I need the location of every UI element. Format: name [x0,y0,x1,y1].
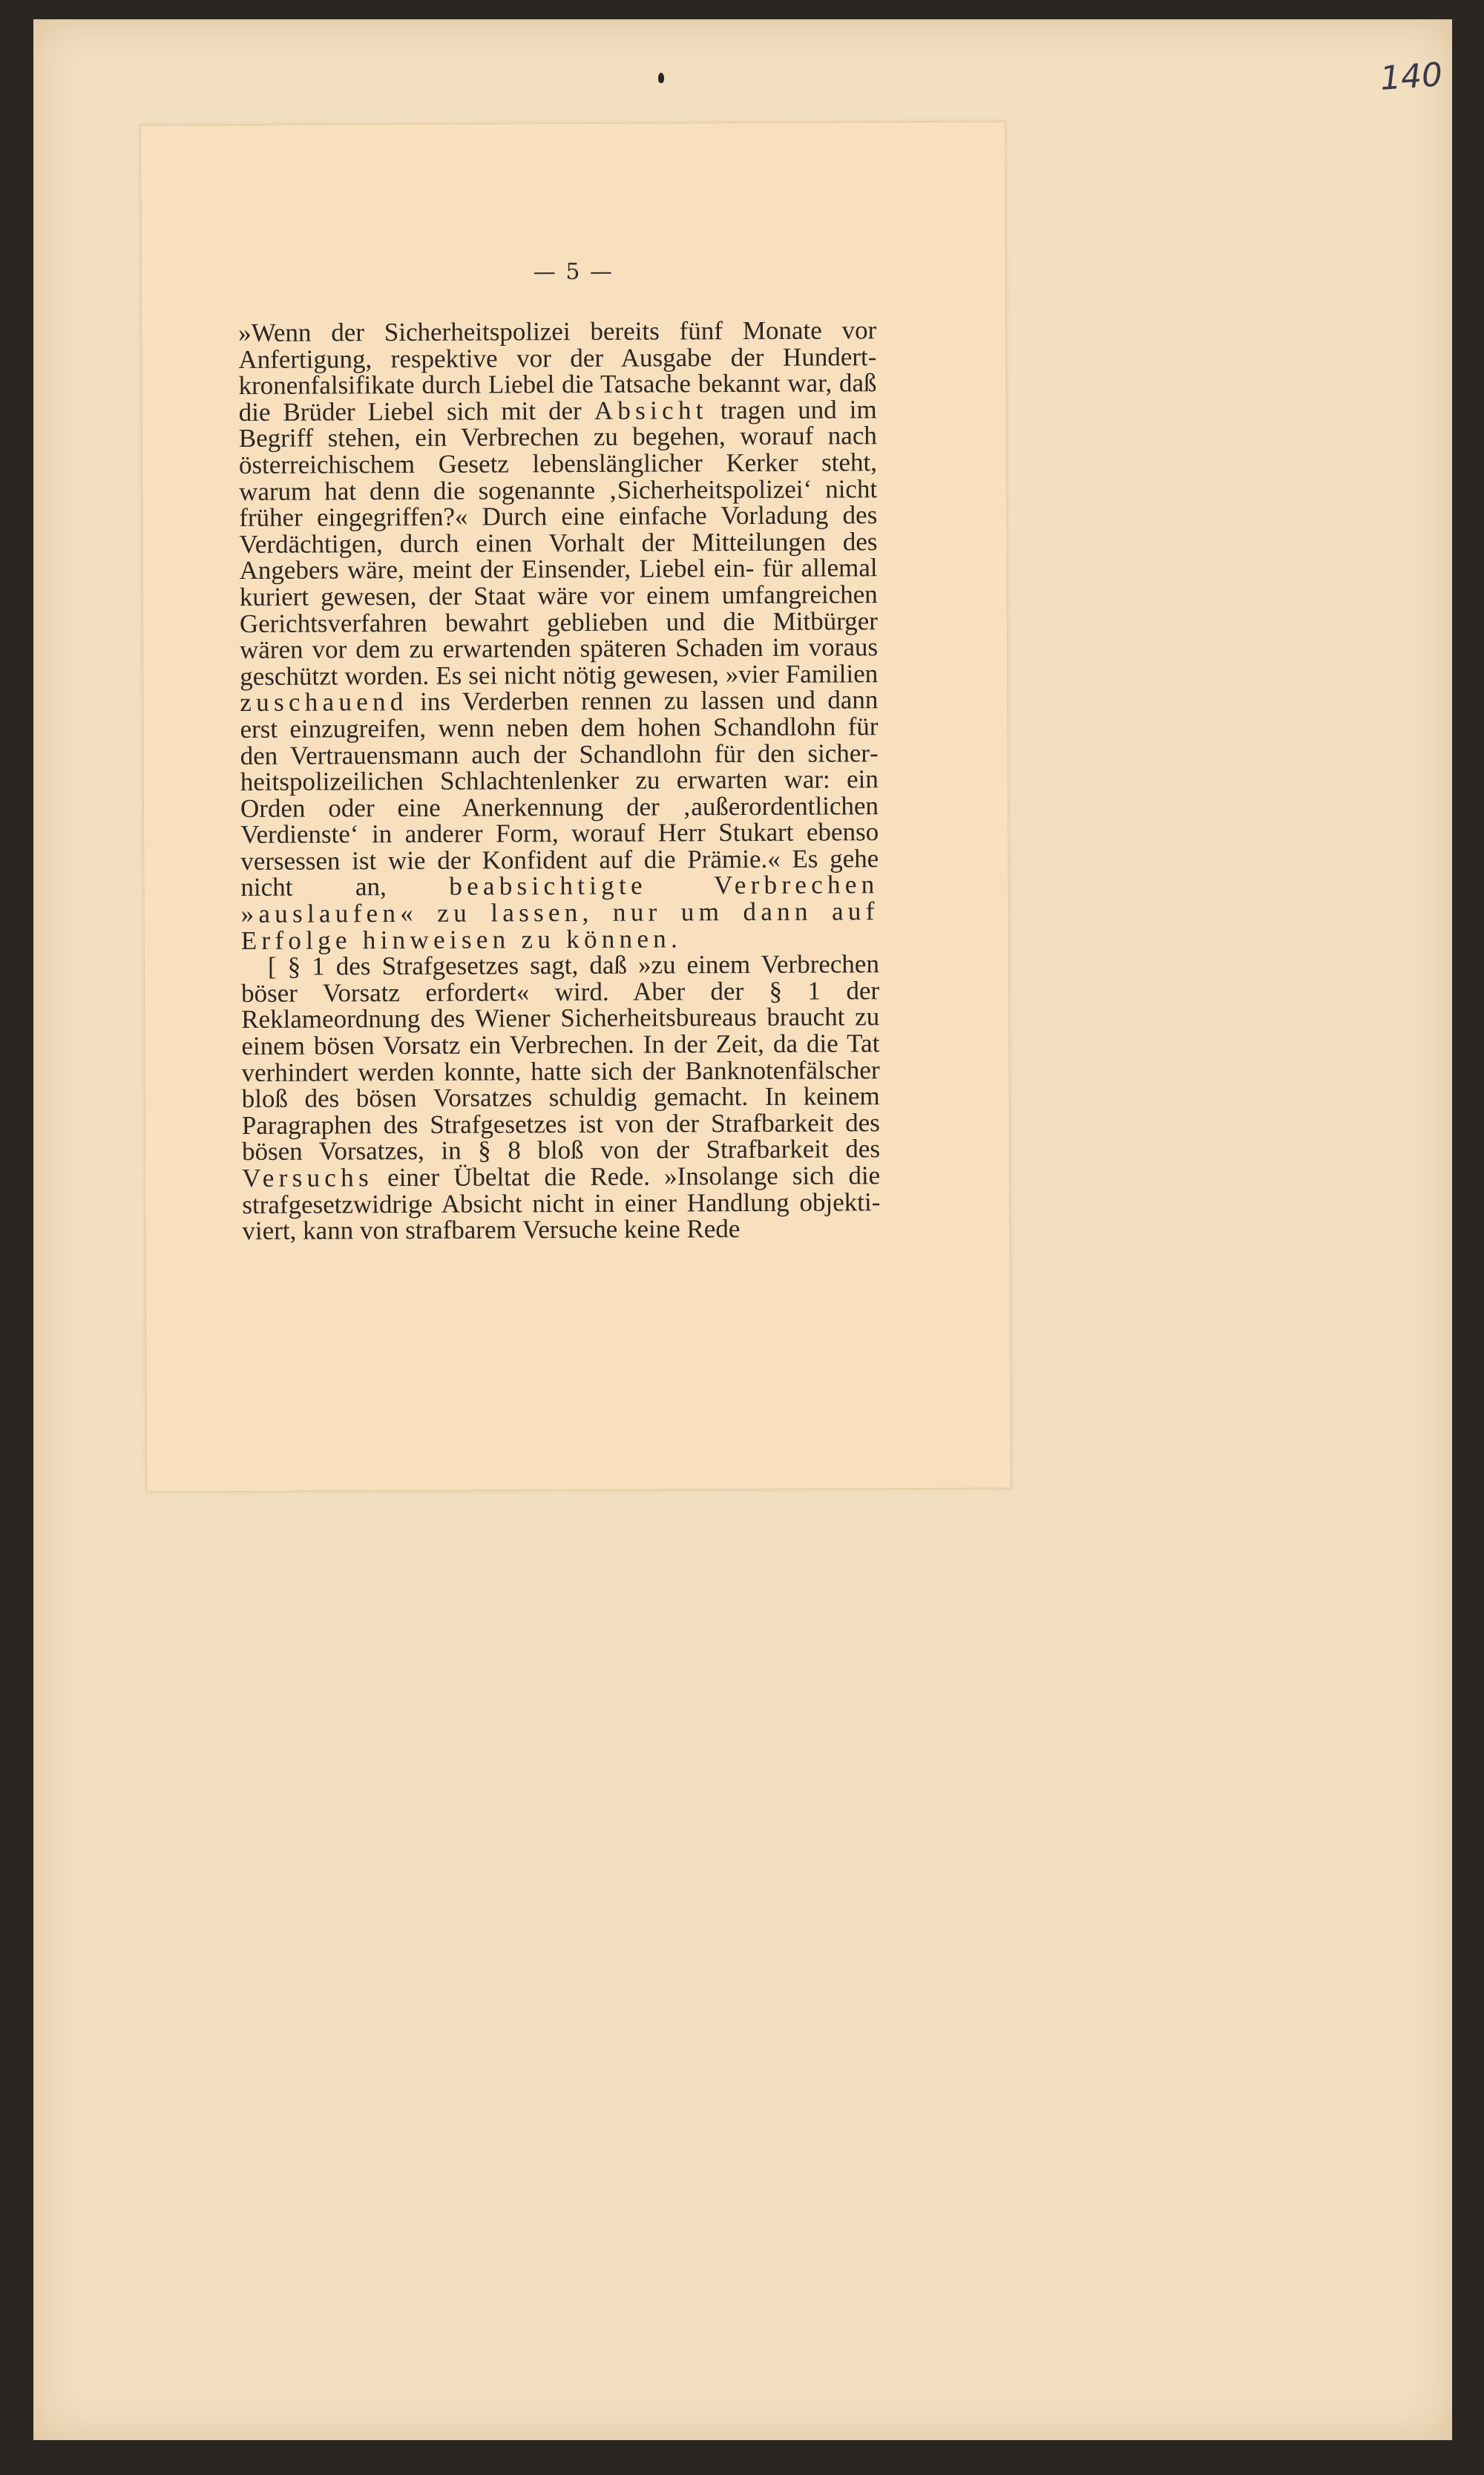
paragraph-2-part-1: [ § 1 des Strafgesetzes sagt, daß »zu einem Verbrechen böser Vorsatz erfordert« wird. Aber der § 1 der Reklameordnung des Wiener Sicherheitsbureaus braucht zu einem bösen Vorsatz ein Verbrechen. In der Zeit, da die Tat verhindert werden konnte, hatte sich der Banknotenfälscher bloß des bösen Vorsatzes schuldig gemacht. In keinem Paragraphen des Strafgesetzes ist von der Strafbarkeit des bösen Vorsatzes, in § 8 bloß von der Strafbarkeit des [241,949,881,1167]
paragraph-2-part-3: einer Übeltat die Rede. »Insolange sich die strafgesetzwidrige Absicht nicht in einer Handlung objektiviert, kann von strafbarem Versuche keine Rede [242,1161,881,1246]
paragraph-1 [238,317,879,954]
newspaper-clipping [140,121,1011,1492]
article-body [238,317,880,1245]
emphasis-absicht: Absicht [594,396,708,425]
paragraph-1-part-1: »Wenn der Sicherheitspolizei bereits fünf Monate vor Anfertigung, respektive vor der Ausgabe der Hundertkronenfalsifikate durch Liebel die Tatsache bekannt war, daß die Brüder Liebel sich mit der [238,315,877,427]
clipping-page-number: — 5 — [533,258,614,286]
paragraph-2 [241,951,881,1244]
emphasis-versuchs: Versuchs [242,1163,374,1193]
paragraph-1-part-3: tragen und im Begriff stehen, ein Verbrechen zu begehen, worauf nach österreichischem Gesetz lebenslänglicher Kerker steht, warum hat denn die sogenannte ‚Sicherheitspolizei‘ nicht früher eingegriffen?« Durch eine einfache Vorladung des Verdächtigen, durch einen Vorhalt der Mitteilungen des Angebers wäre, meint der Einsender, Liebel ein- für allemal kuriert gewesen, der Staat wäre vor einem umfangreichen Gerichtsverfahren bewahrt geblieben und die Mitbürger wären vor dem zu erwartenden späteren Schaden im voraus geschützt worden. Es sei nicht nötig gewesen, »vier Familien [238,395,879,691]
emphasis-beabsichtigte-verbrechen: beabsichtigte Verbrechen »auslaufen« zu lassen, nur um dann auf Erfolge hinweisen zu können. [240,870,879,955]
folio-number: 140 [1379,56,1444,98]
archive-sheet [33,19,1452,2440]
emphasis-zuschauend: zuschauend [240,687,408,718]
paragraph-1-part-5: ins Verderben rennen zu lassen und dann erst einzugreifen, wenn neben dem hohen Schandlohn für den Vertrauensmann auch der Schandlohn für den sicherheitspolizeilichen Schlachtenlenker zu erwarten war: ein Orden oder eine Anerkennung der ‚außerordentlichen Verdienste‘ in anderer Form, worauf Herr Stukart ebenso versessen ist wie der Konfident auf die Prämie.« Es gehe nicht an, [240,685,879,902]
ink-mark [658,73,664,83]
